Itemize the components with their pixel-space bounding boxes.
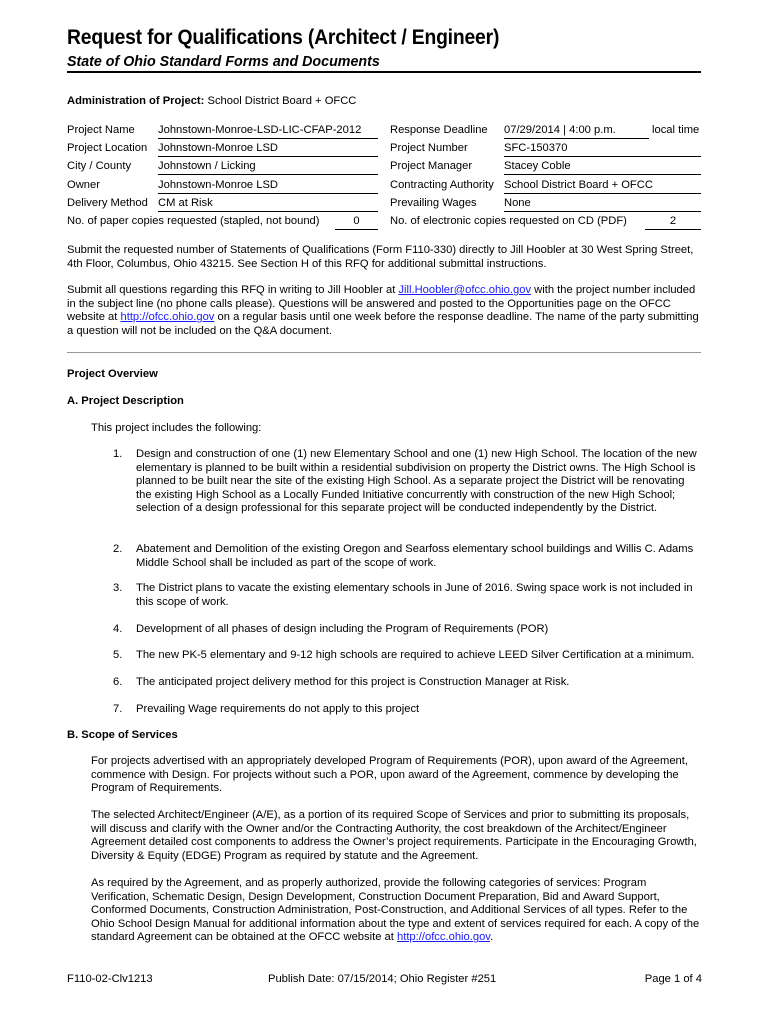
project-number-label: Project Number [390, 142, 468, 154]
questions-text-part: on a regular basis until one week before the response deadline. The name of the party submitting a question will not be included on the Q&A document. [67, 311, 699, 337]
list-number: 2. [113, 543, 123, 555]
list-item: The new PK-5 elementary and 9-12 high schools are required to achieve LEED Silver Certification at a minimum. [136, 649, 695, 661]
submission-text: Submit the requested number of Statements of Qualifications (Form F110-330) directly to Jill Hoobler at 30 West Spring Street, 4th Floor, Columbus, Ohio 43215. See Section H of this RFQ for additional submittal instructions. [67, 244, 694, 270]
delivery-method-label: Delivery Method [67, 197, 148, 209]
email-link[interactable]: Jill.Hoobler@ofcc.ohio.gov [398, 284, 532, 296]
project-name-label: Project Name [67, 124, 135, 136]
section-a-heading: A. Project Description [67, 395, 184, 407]
list-item: Design and construction of one (1) new Elementary School and one (1) new High School. The location of the new elementary is planned to be built within a residential subdivision on property the District owns. The High School is planned to be built near the site of the existing High School. As a separate project the District will be renovating the existing High School as a Locally Funded Initiative concurrently with construction of the new High School; selection of a design professional for this separate project will be conducted independently by the District. [136, 448, 697, 515]
list-item: Prevailing Wage requirements do not apply to this project [136, 703, 420, 715]
list-item: The District plans to vacate the existing elementary schools in June of 2016. Swing space work is not included in this scope of work. [136, 582, 693, 608]
response-deadline-label: Response Deadline [390, 124, 488, 136]
list-number: 6. [113, 676, 123, 688]
list-item: Development of all phases of design including the Program of Requirements (POR) [136, 623, 549, 635]
field-row [67, 142, 707, 160]
prevailing-wages-label: Prevailing Wages [390, 197, 477, 209]
delivery-method-field[interactable]: CM at Risk [158, 197, 378, 212]
project-location-field[interactable]: Johnstown-Monroe LSD [158, 142, 378, 157]
prevailing-wages-field[interactable]: None [504, 197, 701, 212]
footer-page-number: Page 1 of 4 [644, 973, 702, 985]
submission-paragraph [67, 244, 702, 271]
project-location-label: Project Location [67, 142, 148, 154]
project-overview-heading: Project Overview [67, 368, 158, 380]
footer-form-id: F110-02-Clv1213 [67, 973, 153, 985]
section-divider [67, 352, 701, 353]
scope-text-part: As required by the Agreement, and as properly authorized, provide the following categories of services: Program Verification, Schematic Design, Design Development, Construction Document Preparation, Bid and Award Support, Conformed Documents, Construction Administration, Post-Construction, and Additional Services of all types. Refer to the Ohio School Design Manual for additional information about the type and extent of services required for each. A copy of the standard Agreement can be obtained at the OFCC website at [91, 877, 700, 944]
field-row [67, 215, 707, 233]
document-title: Request for Qualifications (Architect / Engineer) [67, 26, 500, 49]
contracting-authority-field[interactable]: School District Board + OFCC [504, 179, 701, 194]
list-number: 7. [113, 703, 123, 715]
scope-paragraph-2: The selected Architect/Engineer (A/E), as a portion of its required Scope of Services and prior to submitting its proposals, will discuss and clarify with the Owner and/or the Contracting Authority, the cost breakdown of the Architect/Engineer Agreement detailed cost components to address the Owner’s project requirements. Participate in the Encouraging Growth, Diversity & Equity (EDGE) Program as required by statute and the Agreement. [91, 809, 697, 862]
title-divider [67, 71, 701, 73]
ofcc-website-link[interactable]: http://ofcc.ohio.gov [120, 311, 215, 324]
scope-paragraph-3 [91, 877, 701, 945]
scope-text-part: . [490, 931, 494, 944]
owner-label: Owner [67, 179, 100, 191]
list-item: The anticipated project delivery method for this project is Construction Manager at Risk. [136, 676, 570, 688]
field-row [67, 179, 707, 197]
paper-copies-field[interactable]: 0 [335, 215, 378, 230]
response-deadline-field[interactable]: 07/29/2014 | 4:00 p.m. [504, 124, 649, 139]
electronic-copies-label: No. of electronic copies requested on CD (PDF) [390, 215, 627, 227]
questions-paragraph [67, 284, 702, 338]
ofcc-website-link[interactable]: http://ofcc.ohio.gov [396, 931, 491, 944]
project-manager-field[interactable]: Stacey Coble [504, 160, 701, 175]
field-row [67, 160, 707, 178]
owner-field[interactable]: Johnstown-Monroe LSD [158, 179, 378, 194]
project-manager-label: Project Manager [390, 160, 473, 172]
document-subtitle: State of Ohio Standard Forms and Documents [67, 53, 380, 70]
scope-paragraph-1: For projects advertised with an appropriately developed Program of Requirements (POR), upon award of the Agreement, commence with Design. For projects without such a POR, upon award of the Agreement, commence by developing the Program of Requirements. [91, 755, 688, 795]
paper-copies-label: No. of paper copies requested (stapled, not bound) [67, 215, 320, 227]
electronic-copies-field[interactable]: 2 [645, 215, 701, 230]
local-time-label: local time [652, 124, 700, 136]
project-number-field[interactable]: SFC-150370 [504, 142, 701, 157]
list-number: 1. [113, 448, 123, 460]
list-number: 4. [113, 623, 123, 635]
city-county-field[interactable]: Johnstown / Licking [158, 160, 378, 175]
footer-publish-date: Publish Date: 07/15/2014; Ohio Register #251 [268, 973, 497, 985]
field-row [67, 124, 707, 142]
questions-text-part: Submit all questions regarding this RFQ in writing to Jill Hoobler at [67, 284, 399, 296]
list-number: 3. [113, 582, 123, 594]
project-fields [67, 124, 707, 234]
field-row [67, 197, 707, 215]
list-number: 5. [113, 649, 123, 661]
list-item: Abatement and Demolition of the existing Oregon and Searfoss elementary school buildings and Willis C. Adams Middle School shall be included as part of the scope of work. [136, 543, 694, 569]
contracting-authority-label: Contracting Authority [390, 179, 494, 191]
project-name-field[interactable]: Johnstown-Monroe-LSD-LIC-CFAP-2012 [158, 124, 378, 139]
project-intro: This project includes the following: [91, 422, 262, 434]
administration-line [67, 95, 356, 109]
questions-text [67, 284, 702, 338]
city-county-label: City / County [67, 160, 132, 172]
questions-text-part: with the project number included in the subject line (no phone calls please). Questions will be answered and posted to the Opportunities page on the OFCC website at [67, 284, 696, 324]
administration-label: Administration of Project: [67, 95, 205, 107]
section-b-heading: B. Scope of Services [67, 729, 178, 741]
administration-value: School District Board + OFCC [207, 95, 357, 107]
